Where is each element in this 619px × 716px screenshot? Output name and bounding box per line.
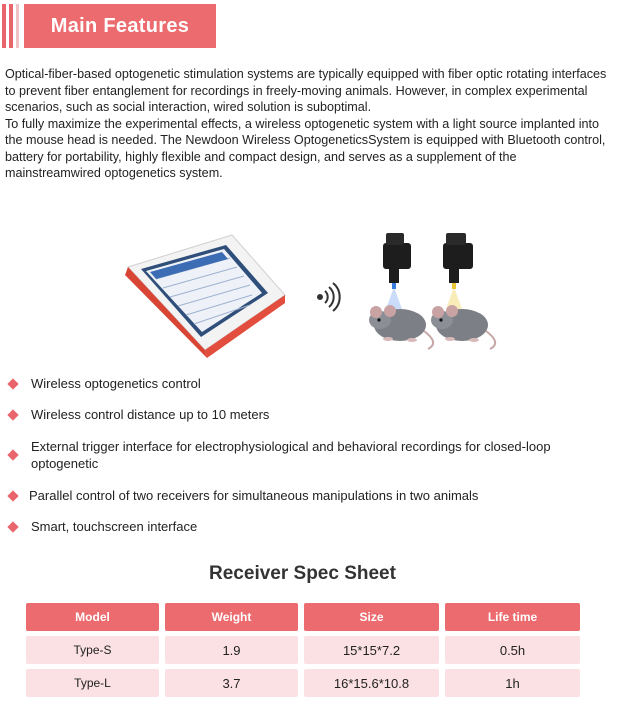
table-cell-life-time: 1h: [445, 669, 580, 697]
diamond-bullet-icon: [7, 378, 18, 389]
receiver-device-image: [443, 233, 473, 309]
feature-item: [0, 438, 600, 472]
table-cell-weight: 3.7: [165, 669, 298, 697]
diamond-bullet-icon: [7, 409, 18, 420]
header-accent-bar: [16, 4, 19, 48]
controller-device-image: [125, 235, 285, 358]
feature-text: Wireless control distance up to 10 meters: [31, 407, 270, 422]
table-cell-size: 16*15.6*10.8: [304, 669, 439, 697]
feature-text: External trigger interface for electrophysiological and behavioral recordings for closed-loop optogenetic: [31, 439, 551, 471]
mouse-image: [431, 305, 495, 349]
intro-paragraph: Optical-fiber-based optogenetic stimulation systems are typically equipped with fiber optic rotating interfaces to prevent fiber entanglement for recordings in freely-moving animals. However, in complex experimental scenarios, such as social interaction, wired solution is suboptimal.: [5, 67, 607, 114]
feature-item: [0, 488, 478, 503]
section-header: [0, 4, 230, 48]
column-header-size: Size: [304, 603, 439, 631]
diamond-bullet-icon: [7, 521, 18, 532]
receiver-device-image: [383, 233, 411, 309]
diamond-bullet-icon: [7, 449, 18, 460]
table-cell-model: Type-S: [26, 636, 159, 664]
section-title: Main Features: [24, 4, 216, 48]
header-accent-bar: [2, 4, 6, 48]
table-cell-model: Type-L: [26, 669, 159, 697]
mouse-image: [369, 305, 433, 349]
column-header-weight: Weight: [165, 603, 298, 631]
feature-item: [0, 407, 269, 422]
product-illustration: [0, 225, 619, 365]
feature-text: Parallel control of two receivers for simultaneous manipulations in two animals: [29, 488, 479, 503]
column-header-life-time: Life time: [445, 603, 580, 631]
intro-paragraph: To fully maximize the experimental effects, a wireless optogenetic system with a light source implanted into the mouse head is needed. The Newdoon Wireless OptogeneticsSystem is equipped with Bluetooth control, battery for portability, highly flexible and compact design, and serves as a supplement of the mainstreamwired optogenetics system.: [5, 116, 606, 180]
table-cell-weight: 1.9: [165, 636, 298, 664]
wireless-signal-icon: [318, 283, 340, 311]
spec-sheet-title: Receiver Spec Sheet: [209, 563, 396, 584]
table-cell-size: 15*15*7.2: [304, 636, 439, 664]
intro-text: [5, 66, 615, 182]
feature-text: Smart, touchscreen interface: [31, 519, 198, 534]
table-cell-life-time: 0.5h: [445, 636, 580, 664]
feature-text: Wireless optogenetics control: [31, 376, 201, 391]
header-accent-bar: [9, 4, 13, 48]
diamond-bullet-icon: [7, 490, 18, 501]
feature-item: [0, 376, 201, 391]
feature-item: [0, 519, 197, 534]
column-header-model: Model: [26, 603, 159, 631]
